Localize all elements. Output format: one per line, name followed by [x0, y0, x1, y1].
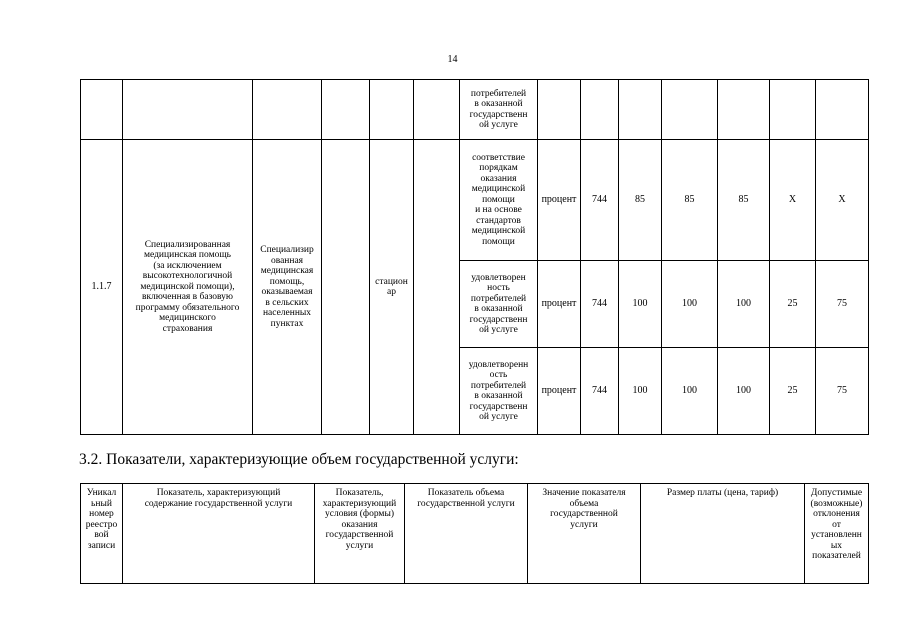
value-cell: 100	[619, 348, 662, 435]
value-cell	[662, 80, 718, 140]
condition-cell	[414, 140, 460, 435]
indicator-name-cell: удовлетворен ность потребителей в оказанной государственн ой услуге	[460, 261, 538, 348]
column-header-volume: Показатель объема государственной услуги	[405, 484, 528, 584]
content-description: Специализированная медицинская помощь (за исключением высокотехнологичной медицинской помощи), включенная в базовую программу обязательного медицинского страхования	[123, 140, 253, 435]
content-cell	[253, 80, 322, 140]
content-cell	[322, 80, 370, 140]
deviation-cell: Х	[816, 140, 869, 261]
value-cell	[619, 80, 662, 140]
value-cell: 85	[662, 140, 718, 261]
deviation-cell	[816, 80, 869, 140]
deviation-cell: 75	[816, 261, 869, 348]
quality-indicators-table	[80, 79, 869, 435]
value-cell: 100	[662, 348, 718, 435]
indicator-name-cell: удовлетворенн ость потребителей в оказанной государственн ой услуге	[460, 348, 538, 435]
indicator-name-cell: потребителей в оказанной государственн ой услуге	[460, 80, 538, 140]
column-header-value: Значение показателя объема государственной услуги	[528, 484, 641, 584]
value-cell: 100	[662, 261, 718, 348]
column-header-content: Показатель, характеризующий содержание государственной услуги	[123, 484, 315, 584]
deviation-cell	[770, 80, 816, 140]
value-cell	[718, 80, 770, 140]
value-cell: 85	[718, 140, 770, 261]
deviation-cell: 25	[770, 261, 816, 348]
column-header-unique-number: Уникал ьный номер реестро вой записи	[81, 484, 123, 584]
code-cell: 744	[581, 261, 619, 348]
table-header-row	[81, 484, 869, 584]
indicator-name-cell: соответствие порядкам оказания медицинской помощи и на основе стандартов медицинской помощи	[460, 140, 538, 261]
condition-cell	[414, 80, 460, 140]
unit-cell: процент	[538, 348, 581, 435]
value-cell: 100	[718, 348, 770, 435]
code-cell: 744	[581, 348, 619, 435]
unit-cell	[538, 80, 581, 140]
value-cell: 100	[619, 261, 662, 348]
row-number-cell	[81, 80, 123, 140]
column-header-conditions: Показатель, характеризующий условия (формы) оказания государственной услуги	[315, 484, 405, 584]
page-number: 14	[447, 54, 458, 65]
content-cell	[123, 80, 253, 140]
content-cell	[322, 140, 370, 435]
unit-cell: процент	[538, 140, 581, 261]
condition-form: стацион ар	[370, 140, 414, 435]
deviation-cell: Х	[770, 140, 816, 261]
unit-cell: процент	[538, 261, 581, 348]
section-heading: 3.2. Показатели, характеризующие объем государственной услуги:	[79, 451, 519, 468]
value-cell: 85	[619, 140, 662, 261]
deviation-cell: 75	[816, 348, 869, 435]
column-header-deviation: Допустимые (возможные) отклонения от установленн ых показателей	[805, 484, 869, 584]
code-cell: 744	[581, 140, 619, 261]
table-row	[81, 140, 869, 261]
code-cell	[581, 80, 619, 140]
row-number: 1.1.7	[81, 140, 123, 435]
column-header-fee: Размер платы (цена, тариф)	[641, 484, 805, 584]
content-description-2: Специализир ованная медицинская помощь, оказываемая в сельских населенных пунктах	[253, 140, 322, 435]
deviation-cell: 25	[770, 348, 816, 435]
table-row	[81, 80, 869, 140]
value-cell: 100	[718, 261, 770, 348]
condition-cell	[370, 80, 414, 140]
volume-indicators-table	[80, 483, 869, 584]
